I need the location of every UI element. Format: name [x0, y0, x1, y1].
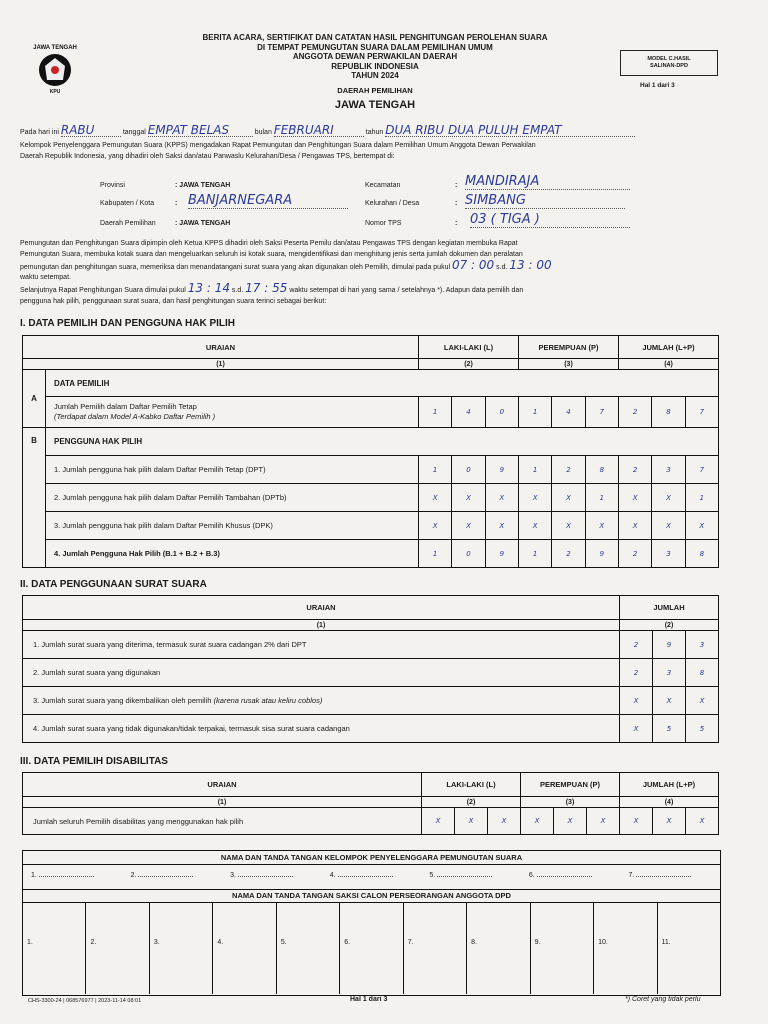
digit-cell[interactable]: X: [585, 512, 618, 540]
digit-cell[interactable]: 1: [419, 397, 452, 428]
para-line: [20, 283, 750, 296]
slot-number: 3.: [230, 872, 236, 879]
label: tahun: [365, 129, 384, 136]
col-header-uraian: URAIAN: [23, 773, 422, 797]
section-3-title: III. DATA PEMILIH DISABILITAS: [20, 756, 168, 767]
end-time-2: 17 : 55: [245, 281, 288, 295]
page-number-top: Hal 1 dari 3: [640, 82, 675, 89]
section-letter: A: [23, 370, 46, 428]
para-text: Selanjutnya Rapat Penghitungan Suara dimulai pukul: [20, 287, 186, 294]
intro-line-3: Daerah Republik Indonesia, yang dihadiri oleh Saksi dan/atau Panwaslu Kelurahan/Desa / Pengawas TPS, bertempat di:: [20, 153, 395, 160]
digit-cell[interactable]: 3: [653, 659, 686, 687]
saksi-signature-slot[interactable]: [213, 903, 276, 994]
slot-number: 4.: [217, 939, 224, 946]
para-line: Pemungutan dan Penghitungan Suara dipimpin oleh Ketua KPPS dihadiri oleh Saksi Peserta Pemilu dan/atau Pengawas TPS dengan kegiatan membuka Rapat: [20, 240, 518, 247]
digit-cell[interactable]: X: [620, 715, 653, 743]
digit-cell[interactable]: 7: [585, 397, 618, 428]
saksi-signature-slot[interactable]: [594, 903, 657, 994]
saksi-signature-slot[interactable]: [658, 903, 720, 994]
label: Jumlah Pemilih dalam Daftar Pemilih Tetap: [54, 402, 197, 411]
saksi-signature-slot[interactable]: [23, 903, 86, 994]
digit-cell[interactable]: X: [685, 512, 718, 540]
slot-number: 2.: [130, 872, 137, 879]
start-time-2: 13 : 14: [187, 281, 230, 295]
digit-cell[interactable]: 1: [419, 540, 452, 568]
kpps-signature-slot[interactable]: [123, 865, 223, 889]
saksi-row: [23, 903, 720, 994]
digit-cell[interactable]: 9: [585, 540, 618, 568]
kecamatan-value: MANDIRAJA: [465, 174, 630, 190]
digit-cell[interactable]: X: [521, 808, 554, 835]
col-header-j: JUMLAH (L+P): [619, 336, 719, 359]
digit-cell[interactable]: X: [485, 512, 518, 540]
label: (Terdapat dalam Model A-Kabko Daftar Pemilih ): [54, 412, 216, 421]
digit-cell[interactable]: 3: [652, 540, 685, 568]
row-label-total: 4. Jumlah Pengguna Hak Pilih (B.1 + B.2 + B.3): [46, 540, 419, 568]
tahun-value: DUA RIBU DUA PULUH EMPAT: [385, 125, 635, 137]
digit-cell[interactable]: 9: [485, 456, 518, 484]
saksi-signature-slot[interactable]: [277, 903, 340, 994]
hari-value: RABU: [61, 125, 121, 137]
colon: :: [455, 182, 458, 189]
digit-cell[interactable]: X: [519, 512, 552, 540]
title-line: REPUBLIK INDONESIA: [331, 61, 419, 71]
daerah-label: DAERAH PEMILIHAN: [337, 86, 413, 95]
digit-cell[interactable]: X: [452, 484, 485, 512]
saksi-signature-slot[interactable]: [404, 903, 467, 994]
slot-number: 5.: [429, 872, 436, 879]
col-num: (3): [521, 797, 620, 808]
model-line: MODEL C.HASIL: [647, 56, 691, 62]
digit-cell[interactable]: 9: [653, 631, 686, 659]
col-num: (2): [419, 359, 519, 370]
col-header-l: LAKI-LAKI (L): [419, 336, 519, 359]
digit-cell[interactable]: X: [653, 808, 686, 835]
digit-cell[interactable]: 2: [620, 631, 653, 659]
slot-number: 3.: [153, 939, 160, 946]
digit-cell[interactable]: X: [686, 808, 719, 835]
kelurahan-value: SIMBANG: [465, 193, 625, 209]
bulan-value: FEBRUARI: [274, 125, 364, 137]
digit-cell[interactable]: 1: [519, 540, 552, 568]
kpu-logo: [28, 40, 82, 98]
signature-line: [338, 876, 393, 877]
digit-cell[interactable]: X: [653, 687, 686, 715]
saksi-signature-slot[interactable]: [340, 903, 403, 994]
col-num: (3): [519, 359, 619, 370]
provinsi-label: Provinsi: [100, 182, 125, 189]
digit-cell[interactable]: 3: [686, 631, 719, 659]
kpps-signature-slot[interactable]: [421, 865, 521, 889]
digit-cell[interactable]: 7: [685, 456, 718, 484]
digit-cell[interactable]: X: [686, 687, 719, 715]
title-line: BERITA ACARA, SERTIFIKAT DAN CATATAN HASIL PENGHITUNGAN PEROLEHAN SUARA: [202, 33, 548, 42]
logo-text-bottom: KPU: [49, 89, 61, 95]
intro-line-1: [20, 125, 750, 138]
kpps-title: NAMA DAN TANDA TANGAN KELOMPOK PENYELENGGARA PEMUNGUTAN SUARA: [23, 851, 720, 865]
col-num: (4): [619, 359, 719, 370]
slot-number: 1.: [31, 872, 37, 879]
col-num: (1): [23, 359, 419, 370]
colon: :: [175, 200, 178, 207]
colon: :: [455, 200, 458, 207]
kpps-signature-slot[interactable]: [620, 865, 720, 889]
saksi-signature-slot[interactable]: [86, 903, 149, 994]
col-header-uraian: URAIAN: [23, 336, 419, 359]
label: s.d.: [231, 287, 244, 294]
para-text: pemungutan dan penghitungan suara, memeriksa dan menandatangani surat suara yang akan digunakan oleh Pemilih, dimulai pada pukul: [20, 264, 451, 271]
model-box: [620, 50, 718, 76]
digit-cell[interactable]: 0: [485, 397, 518, 428]
digit-cell[interactable]: X: [485, 484, 518, 512]
para-line: [20, 260, 750, 273]
saksi-signature-slot[interactable]: [531, 903, 594, 994]
digit-cell[interactable]: X: [419, 512, 452, 540]
digit-cell[interactable]: 1: [519, 397, 552, 428]
intro-line-2: Kelompok Penyelenggara Pemungutan Suara (KPPS) mengadakan Rapat Pemungutan dan Penghitungan Suara dalam Pemilihan Umum Anggota Dewan Perwakilan: [20, 142, 536, 149]
digit-cell[interactable]: 2: [552, 540, 585, 568]
daerah-value: JAWA TENGAH: [334, 99, 416, 111]
signature-line: [537, 876, 592, 877]
title-line: DI TEMPAT PEMUNGUTAN SUARA DALAM PEMILIHAN UMUM: [257, 42, 493, 52]
kpps-signature-slot[interactable]: [23, 865, 123, 889]
para-text: waktu setempat di hari yang sama / setelahnya *). Adapun data pemilih dan: [289, 287, 524, 294]
col-header-jumlah: JUMLAH: [620, 596, 719, 620]
row-label: 2. Jumlah surat suara yang digunakan: [23, 659, 620, 687]
label: (karena rusak atau keliru coblos): [213, 696, 323, 705]
footer-page: Hal 1 dari 3: [350, 996, 388, 1003]
row-label: 2. Jumlah pengguna hak pilih dalam Daftar Pemilih Tambahan (DPTb): [46, 484, 419, 512]
row-label: 1. Jumlah surat suara yang diterima, termasuk surat suara cadangan 2% dari DPT: [23, 631, 620, 659]
signature-line: [636, 876, 691, 877]
pengguna-title: PENGGUNA HAK PILIH: [46, 428, 719, 456]
saksi-signature-slot[interactable]: [467, 903, 530, 994]
col-header-p: PEREMPUAN (P): [521, 773, 620, 797]
provinsi-value: : JAWA TENGAH: [175, 182, 231, 189]
digit-cell[interactable]: X: [422, 808, 455, 835]
para-line: waktu setempat.: [20, 274, 71, 281]
digit-cell[interactable]: 2: [552, 456, 585, 484]
digit-cell[interactable]: X: [652, 512, 685, 540]
dapil-label: Daerah Pemilihan: [100, 220, 156, 227]
slot-number: 8.: [471, 939, 478, 946]
digit-cell[interactable]: X: [619, 484, 652, 512]
digit-cell[interactable]: 3: [652, 456, 685, 484]
digit-cell[interactable]: X: [419, 484, 452, 512]
digit-cell[interactable]: 1: [685, 484, 718, 512]
logo-text-top: JAWA TENGAH: [33, 45, 77, 51]
digit-cell[interactable]: 1: [585, 484, 618, 512]
digit-cell[interactable]: 2: [620, 659, 653, 687]
slot-number: 11.: [661, 939, 671, 946]
digit-cell[interactable]: X: [452, 512, 485, 540]
digit-cell[interactable]: X: [619, 512, 652, 540]
digit-cell[interactable]: 8: [585, 456, 618, 484]
digit-cell[interactable]: 4: [552, 397, 585, 428]
row-label: Jumlah seluruh Pemilih disabilitas yang menggunakan hak pilih: [23, 808, 422, 835]
colon: :: [455, 220, 458, 227]
data-pemilih-title: DATA PEMILIH: [46, 370, 719, 397]
section-2-title: II. DATA PENGGUNAAN SURAT SUARA: [20, 579, 207, 590]
section-3-table: [22, 772, 719, 835]
title-line: TAHUN 2024: [351, 71, 399, 80]
digit-cell[interactable]: 4: [452, 397, 485, 428]
digit-cell[interactable]: X: [620, 808, 653, 835]
signature-line: [437, 876, 492, 877]
kecamatan-label: Kecamatan: [365, 182, 401, 189]
digit-cell[interactable]: 2: [619, 456, 652, 484]
digit-cell[interactable]: 8: [685, 540, 718, 568]
digit-cell[interactable]: X: [620, 687, 653, 715]
footer-code: CHS-3300-24 | 068576977 | 2023-11-14 08:01: [28, 998, 142, 1004]
digit-cell[interactable]: 0: [452, 540, 485, 568]
kpps-row: [23, 865, 720, 890]
col-header-l: LAKI-LAKI (L): [422, 773, 521, 797]
kpps-signature-slot[interactable]: [322, 865, 422, 889]
digit-cell[interactable]: 7: [685, 397, 718, 428]
slot-number: 2.: [90, 939, 97, 946]
kabupaten-label: Kabupaten / Kota: [100, 200, 155, 207]
kelurahan-label: Kelurahan / Desa: [365, 200, 420, 207]
digit-cell[interactable]: 0: [452, 456, 485, 484]
slot-number: 6.: [528, 872, 535, 879]
kabupaten-value: BANJARNEGARA: [188, 193, 348, 209]
digit-cell[interactable]: 8: [686, 659, 719, 687]
model-line: SALINAN-DPD: [650, 63, 688, 69]
label: Pada hari ini: [20, 129, 59, 136]
start-time-1: 07 : 00: [451, 258, 495, 272]
dapil-value: : JAWA TENGAH: [175, 220, 231, 227]
digit-cell[interactable]: 1: [519, 456, 552, 484]
digit-cell[interactable]: 2: [619, 540, 652, 568]
slot-number: 1.: [27, 939, 33, 946]
col-num: (2): [620, 620, 719, 631]
document-title: [140, 33, 610, 81]
section-2-table: [22, 595, 719, 743]
tps-value: 03 ( TIGA ): [470, 212, 630, 228]
section-1-table: [22, 335, 719, 568]
digit-cell[interactable]: X: [554, 808, 587, 835]
digit-cell[interactable]: 9: [485, 540, 518, 568]
digit-cell[interactable]: X: [552, 512, 585, 540]
slot-number: 7.: [407, 939, 414, 946]
kpps-signature-slot[interactable]: [521, 865, 621, 889]
signature-line: [39, 876, 94, 877]
tanggal-value: EMPAT BELAS: [148, 125, 253, 137]
dpt-label: [46, 397, 419, 428]
row-label: 3. Jumlah pengguna hak pilih dalam Daftar Pemilih Khusus (DPK): [46, 512, 419, 540]
row-label: 1. Jumlah pengguna hak pilih dalam Daftar Pemilih Tetap (DPT): [46, 456, 419, 484]
digit-cell[interactable]: 8: [652, 397, 685, 428]
tps-label: Nomor TPS: [365, 220, 402, 227]
digit-cell[interactable]: 2: [619, 397, 652, 428]
col-num: (4): [620, 797, 719, 808]
end-time-1: 13 : 00: [509, 258, 552, 272]
slot-number: 6.: [344, 939, 351, 946]
digit-cell[interactable]: X: [587, 808, 620, 835]
section-letter: B: [23, 428, 46, 568]
slot-number: 9.: [534, 939, 541, 946]
slot-number: 5.: [280, 939, 287, 946]
digit-cell[interactable]: X: [519, 484, 552, 512]
col-header-uraian: URAIAN: [23, 596, 620, 620]
col-header-p: PEREMPUAN (P): [519, 336, 619, 359]
row-label: 4. Jumlah surat suara yang tidak digunakan/tidak terpakai, termasuk sisa surat suara cadangan: [23, 715, 620, 743]
para-line: Pemungutan Suara, membuka kotak suara dan mengeluarkan seluruh isi kotak suara, mengidentifikasi dan menghitung jenis serta jumlah dokumen dan peralatan: [20, 251, 523, 258]
digit-cell[interactable]: 5: [653, 715, 686, 743]
slot-number: 10.: [598, 939, 608, 946]
label: 3. Jumlah surat suara yang dikembalikan oleh pemilih: [33, 696, 212, 705]
row-label: [23, 687, 620, 715]
label: bulan: [254, 129, 272, 136]
digit-cell[interactable]: X: [652, 484, 685, 512]
section-1-title: I. DATA PEMILIH DAN PENGGUNA HAK PILIH: [20, 318, 235, 329]
digit-cell[interactable]: 5: [686, 715, 719, 743]
digit-cell[interactable]: X: [552, 484, 585, 512]
digit-cell[interactable]: X: [488, 808, 521, 835]
slot-number: 4.: [329, 872, 336, 879]
para-line: pengguna hak pilih, penggunaan surat suara, dan hasil penghitungan suara terinci sebagai berikut:: [20, 298, 327, 305]
col-header-j: JUMLAH (L+P): [620, 773, 719, 797]
kpps-signature-slot[interactable]: [222, 865, 322, 889]
col-num: (2): [422, 797, 521, 808]
signature-line: [138, 876, 193, 877]
label: s.d.: [496, 264, 508, 271]
digit-cell[interactable]: 1: [419, 456, 452, 484]
saksi-signature-slot[interactable]: [150, 903, 213, 994]
col-num: (1): [23, 620, 620, 631]
signature-block: [22, 850, 721, 996]
signature-line: [238, 876, 293, 877]
saksi-title: NAMA DAN TANDA TANGAN SAKSI CALON PERSEORANGAN ANGGOTA DPD: [23, 890, 720, 903]
label: tanggal: [122, 129, 146, 136]
title-line: ANGGOTA DEWAN PERWAKILAN DAERAH: [292, 52, 458, 61]
slot-number: 7.: [628, 872, 635, 879]
footer-note: *) Coret yang tidak perlu: [625, 996, 701, 1003]
digit-cell[interactable]: X: [455, 808, 488, 835]
col-num: (1): [23, 797, 422, 808]
